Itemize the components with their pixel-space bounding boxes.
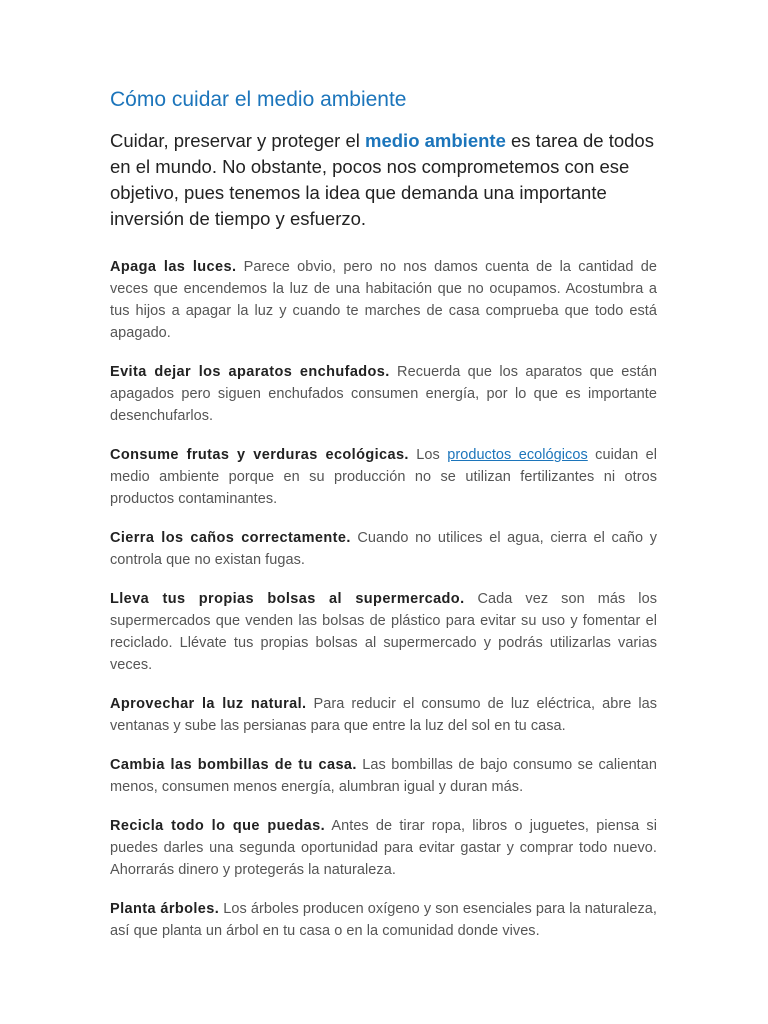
intro-highlight: medio ambiente: [365, 130, 506, 151]
tip-text: Cada vez son más los supermercados que venden las bolsas de plástico para evitar su uso y fomentar el reciclado. Llévate tus propias bolsas al supermercado y podrás utilizarlas varias veces.: [110, 591, 657, 673]
tip-text: Recuerda que los aparatos que están apagados pero siguen enchufados consumen energía, por lo que es importante desenchufarlos.: [110, 364, 657, 424]
tip-heading: Planta árboles.: [110, 901, 220, 917]
tip-heading: Cambia las bombillas de tu casa.: [110, 757, 357, 773]
tip-text: Cuando no utilices el agua, cierra el caño y controla que no existan fugas.: [110, 530, 657, 568]
tip-bolsas: [110, 588, 657, 676]
tip-cierra-canos: [110, 527, 657, 571]
article: [110, 86, 657, 942]
tip-aparatos-enchufados: [110, 361, 657, 427]
tip-heading: Apaga las luces.: [110, 259, 237, 275]
tip-heading: Cierra los caños correctamente.: [110, 530, 351, 546]
tip-text: Los árboles producen oxígeno y son esenciales para la naturaleza, así que planta un árbol en tu casa o en la comunidad donde vives.: [110, 901, 657, 939]
tip-recicla: [110, 815, 657, 881]
tip-heading: Evita dejar los aparatos enchufados.: [110, 364, 390, 380]
intro-text-before: Cuidar, preservar y proteger el: [110, 130, 366, 151]
tip-heading: Lleva tus propias bolsas al supermercado.: [110, 591, 465, 607]
productos-ecologicos-link[interactable]: productos ecológicos: [447, 447, 588, 463]
tip-heading: Recicla todo lo que puedas.: [110, 818, 326, 834]
tip-text-before: Los: [408, 447, 448, 463]
tip-text: Antes de tirar ropa, libros o juguetes, piensa si puedes darles una segunda oportunidad para evitar gastar y comprar todo nuevo. Ahorrarás dinero y protegerás la naturaleza.: [110, 818, 657, 878]
tip-heading: Aprovechar la luz natural.: [110, 696, 307, 712]
tip-planta-arboles: [110, 898, 657, 942]
article-title: Cómo cuidar el medio ambiente: [110, 88, 407, 111]
tip-luz-natural: [110, 693, 657, 737]
intro-text-after: es tarea de todos en el mundo. No obstante, pocos nos comprometemos con ese objetivo, pues tenemos la idea que demanda una importante inversión de tiempo y esfuerzo.: [110, 130, 654, 229]
tip-heading: Consume frutas y verduras ecológicas.: [110, 447, 409, 463]
tip-text: Parece obvio, pero no nos damos cuenta de la cantidad de veces que encendemos la luz de una habitación que no ocupamos. Acostumbra a tus hijos a apagar la luz y cuando te marches de casa comprueba que todo está apagado.: [110, 259, 657, 341]
tip-text: Las bombillas de bajo consumo se calientan menos, consumen menos energía, alumbran igual y duran más.: [110, 757, 657, 795]
tip-text: Para reducir el consumo de luz eléctrica, abre las ventanas y sube las persianas para que entre la luz del sol en tu casa.: [110, 696, 658, 734]
tip-frutas-verduras: [110, 444, 657, 510]
tip-text-after: cuidan el medio ambiente porque en su producción no se utilizan fertilizantes ni otros productos contaminantes.: [110, 447, 657, 507]
tip-bombillas: [110, 754, 657, 798]
article-intro: [110, 128, 657, 232]
tip-apaga-luces: [110, 256, 657, 344]
